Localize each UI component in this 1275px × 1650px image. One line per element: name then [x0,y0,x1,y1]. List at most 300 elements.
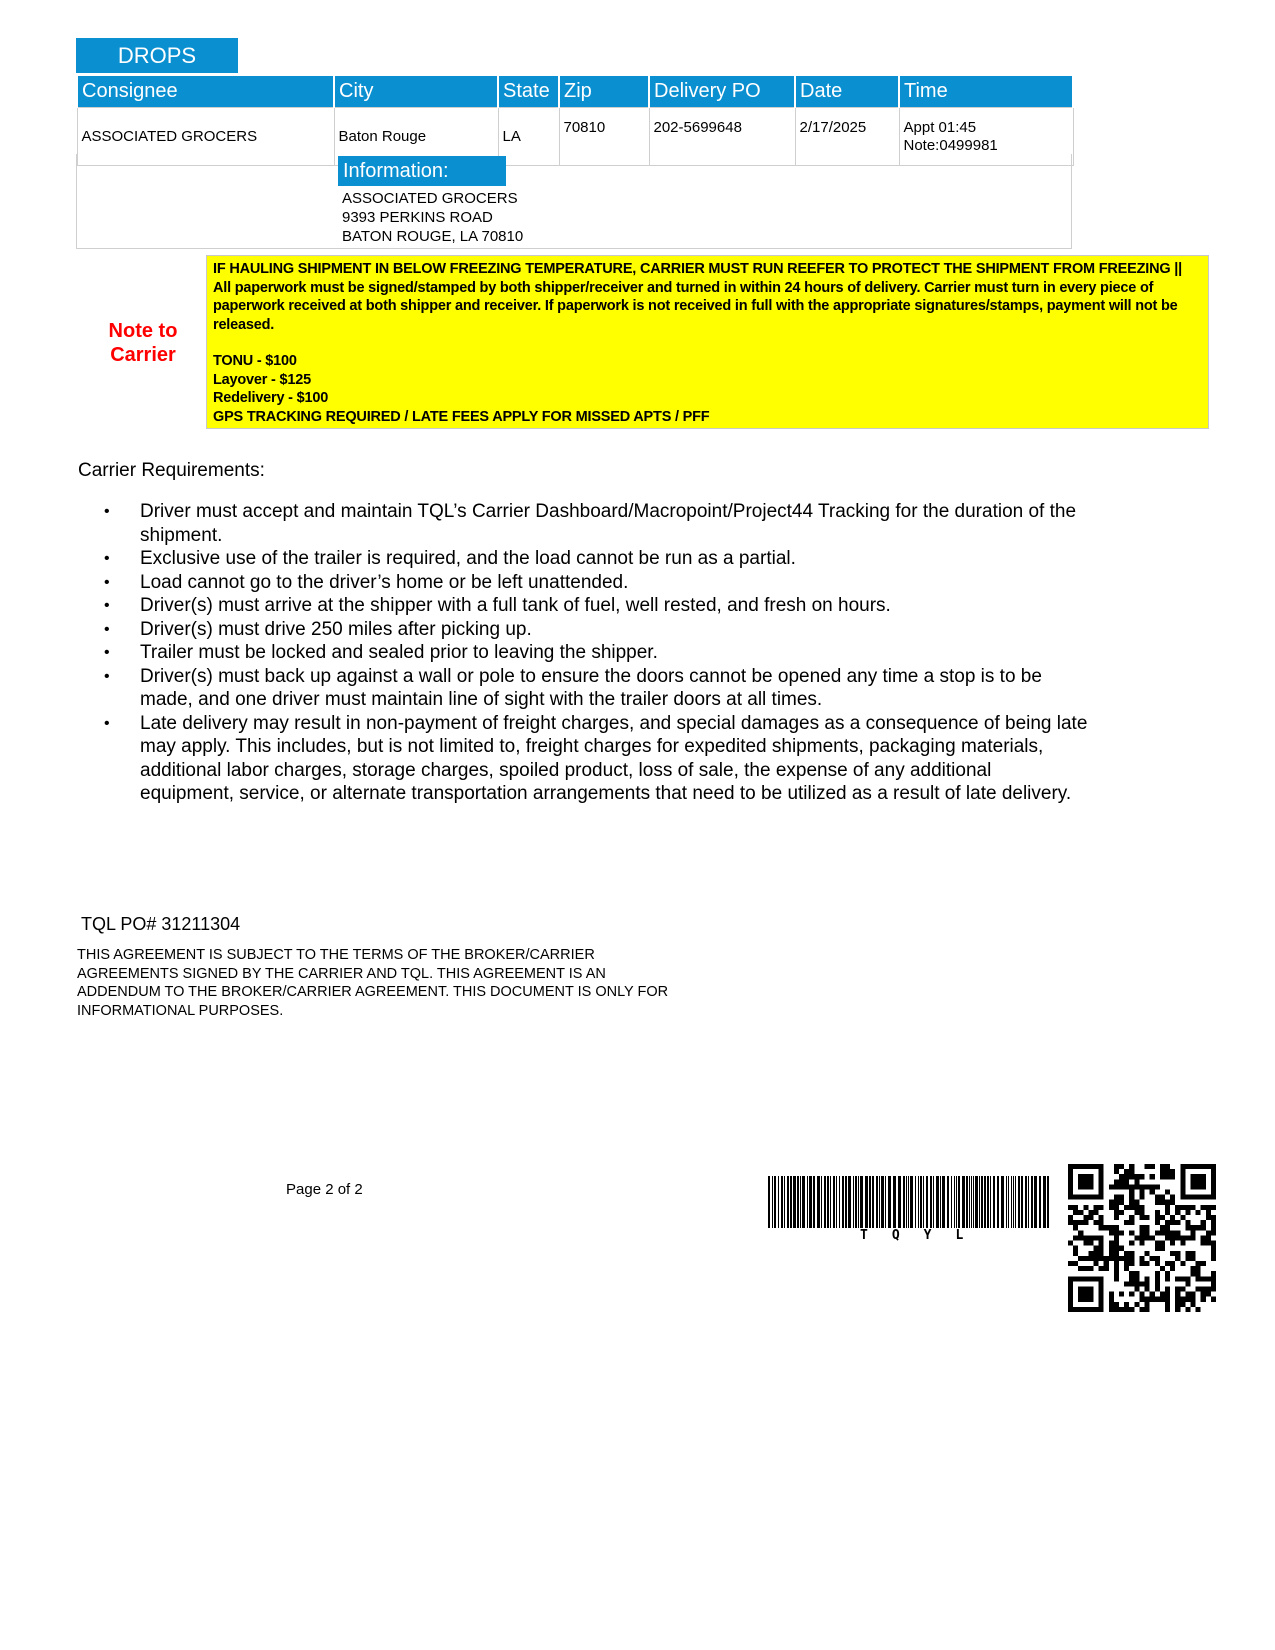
qr-module [1206,1286,1211,1291]
qr-module [1211,1297,1216,1302]
qr-module [1196,1266,1201,1271]
qr-module [1119,1256,1124,1261]
qr-module [1175,1251,1180,1256]
qr-module [1073,1251,1078,1256]
qr-module [1139,1281,1144,1286]
qr-module [1160,1230,1165,1235]
qr-module [1165,1302,1170,1307]
qr-module [1206,1292,1211,1297]
barcode-bar [966,1176,968,1228]
qr-module [1190,1230,1195,1235]
cell-date: 2/17/2025 [795,108,899,166]
cell-delivery-po: 202-5699648 [649,108,795,166]
barcode-bar [930,1176,932,1228]
qr-module [1211,1271,1216,1276]
qr-module [1211,1246,1216,1251]
qr-module [1211,1281,1216,1286]
qr-module [1160,1195,1165,1200]
qr-module [1109,1184,1114,1189]
qr-module [1201,1276,1206,1281]
agreement-line: INFORMATIONAL PURPOSES. [77,1002,284,1019]
qr-module [1206,1276,1211,1281]
qr-module [1139,1215,1144,1220]
qr-module [1114,1246,1119,1251]
qr-module [1114,1205,1119,1210]
qr-module [1088,1241,1093,1246]
barcode-bar [962,1176,965,1228]
barcode-bar [853,1176,854,1228]
barcode-bar [830,1176,831,1228]
qr-module [1185,1210,1190,1215]
cell-state: LA [498,108,559,166]
qr-module [1160,1164,1165,1169]
qr-module [1150,1235,1155,1240]
qr-module [1088,1215,1093,1220]
qr-module [1094,1251,1099,1256]
barcode-bar [981,1176,983,1228]
qr-module [1185,1251,1190,1256]
qr-module [1150,1164,1155,1169]
note-to-carrier-label [88,319,198,367]
qr-module [1155,1261,1160,1266]
qr-module [1175,1235,1180,1240]
qr-module [1160,1200,1165,1205]
barcode-bar [807,1176,808,1228]
qr-module [1124,1266,1129,1271]
info-line: ASSOCIATED GROCERS [342,190,518,207]
qr-module [1083,1256,1088,1261]
qr-module [1155,1256,1160,1261]
qr-module [1180,1302,1185,1307]
qr-module [1068,1205,1073,1210]
qr-module [1175,1256,1180,1261]
barcode-bar [858,1176,859,1228]
qr-module [1083,1205,1088,1210]
qr-module [1180,1276,1185,1281]
qr-module [1170,1220,1175,1225]
qr-module [1145,1297,1150,1302]
qr-module [1201,1261,1206,1266]
qr-module [1201,1286,1206,1291]
po-number: TQL PO# 31211304 [81,914,241,934]
qr-module [1190,1251,1195,1256]
qr-module [1150,1174,1155,1179]
qr-module [1104,1225,1109,1230]
qr-module [1175,1286,1180,1291]
qr-module [1124,1256,1129,1261]
barcode-text: TQYL [860,1228,988,1243]
qr-module [1180,1205,1185,1210]
qr-module [1088,1251,1093,1256]
qr-module [1155,1276,1160,1281]
qr-module [1185,1220,1190,1225]
qr-module [1114,1302,1119,1307]
qr-module [1129,1169,1134,1174]
qr-module [1119,1200,1124,1205]
qr-module [1139,1256,1144,1261]
barcode-bar [790,1176,792,1228]
qr-module [1129,1190,1134,1195]
qr-module [1201,1235,1206,1240]
barcode-bar [855,1176,857,1228]
barcode-bar [936,1176,939,1228]
qr-module [1170,1261,1175,1266]
list-item: • Driver(s) must back up against a wall or pole to ensure the doors cannot be opened any time a stop is to be made, and one driver must maintain line of sight with the trailer doors at all times. [100,665,1090,712]
qr-module [1190,1266,1195,1271]
carrier-requirements-title: Carrier Requirements: [78,460,265,481]
qr-module [1150,1256,1155,1261]
qr-module [1201,1241,1206,1246]
cell-zip: 70810 [559,108,649,166]
barcode-bar [842,1176,844,1228]
qr-module [1119,1164,1124,1169]
page-number: Page 2 of 2 [286,1181,363,1198]
qr-module [1109,1302,1114,1307]
qr-module [1073,1205,1078,1210]
qr-module [1155,1281,1160,1286]
qr-module [1109,1256,1114,1261]
col-header-zip: Zip [559,76,649,108]
barcode-bar [923,1176,924,1228]
qr-module [1145,1184,1150,1189]
qr-module [1134,1179,1139,1184]
note-paragraph: IF HAULING SHIPMENT IN BELOW FREEZING TEMPERATURE, CARRIER MUST RUN REEFER TO PROTECT THE SHIPMENT FROM FREEZING || All paperwork must be signed/stamped by both shipper/receiver and turned in within 24 hours of delivery. Carrier must turn in every piece of paperwork received at both shipper and receiver. If paperwork is not received in full with the appropriate signatures/stamps, payment will not be released. [213,261,1182,333]
qr-module [1129,1292,1134,1297]
info-line: 9393 PERKINS ROAD [342,209,493,226]
qr-module [1145,1235,1150,1240]
qr-module [1068,1220,1073,1225]
qr-module [1124,1307,1129,1312]
barcode-bar [990,1176,991,1228]
time-note: Note:0499981 [903,136,998,154]
qr-module [1114,1251,1119,1256]
qr-module [1165,1225,1170,1230]
qr-module [1165,1230,1170,1235]
qr-module [1124,1205,1129,1210]
qr-module [1165,1205,1170,1210]
barcode-bar [1034,1176,1037,1228]
drops-tab: DROPS [76,38,238,73]
qr-module [1180,1297,1185,1302]
barcode-bar [813,1176,815,1228]
qr-module [1119,1184,1124,1189]
col-header-state: State [498,76,559,108]
agreement-line: AGREEMENTS SIGNED BY THE CARRIER AND TQL. THIS AGREEMENT IS AN [77,965,606,982]
qr-module [1185,1307,1190,1312]
qr-module [1145,1281,1150,1286]
qr-module [1165,1307,1170,1312]
qr-module [1196,1210,1201,1215]
qr-module [1175,1205,1180,1210]
qr-module [1190,1302,1195,1307]
qr-module [1145,1302,1150,1307]
qr-module [1114,1225,1119,1230]
qr-module [1165,1190,1170,1195]
qr-module [1094,1256,1099,1261]
barcode-bar [918,1176,919,1228]
qr-module [1190,1174,1205,1189]
barcode-bar [860,1176,863,1228]
qr-module [1190,1205,1195,1210]
qr-module [1114,1261,1119,1266]
qr-module [1170,1266,1175,1271]
qr-module [1134,1281,1139,1286]
qr-module [1099,1205,1104,1210]
qr-module [1114,1215,1119,1220]
qr-module [1150,1292,1155,1297]
qr-module [1109,1200,1114,1205]
qr-module [1190,1297,1195,1302]
qr-module [1201,1220,1206,1225]
qr-module [1124,1169,1129,1174]
information-address [342,189,523,246]
qr-module [1099,1235,1104,1240]
barcode-bar [879,1176,880,1228]
qr-module [1094,1261,1099,1266]
qr-module [1190,1235,1195,1240]
barcode-bar [926,1176,928,1228]
col-header-time: Time [899,76,1073,108]
qr-module [1165,1286,1170,1291]
qr-module [1160,1297,1165,1302]
qr-module [1139,1230,1144,1235]
qr-module [1083,1235,1088,1240]
qr-module [1165,1220,1170,1225]
qr-module [1088,1235,1093,1240]
qr-module [1160,1225,1165,1230]
qr-module [1119,1246,1124,1251]
list-item: • Driver(s) must arrive at the shipper with a full tank of fuel, well rested, and fresh on hours. [100,594,1090,618]
qr-module [1155,1200,1160,1205]
barcode-bar [940,1176,941,1228]
information-box [76,154,1072,249]
qr-module [1165,1169,1170,1174]
barcode-bar [774,1176,776,1228]
barcode-bar [869,1176,871,1228]
qr-module [1155,1286,1160,1291]
qr-module [1083,1220,1088,1225]
qr-module [1175,1302,1180,1307]
qr-module [1206,1215,1211,1220]
qr-module [1114,1307,1119,1312]
barcode-bar [1006,1176,1007,1228]
barcode-bar [793,1176,796,1228]
qr-module [1145,1225,1150,1230]
qr-module [1160,1241,1165,1246]
qr-module [1073,1210,1078,1215]
qr-module [1078,1174,1093,1189]
qr-module [1099,1225,1104,1230]
qr-module [1165,1297,1170,1302]
qr-module [1114,1266,1119,1271]
barcode-bar [1028,1176,1029,1228]
qr-module [1145,1230,1150,1235]
qr-module [1211,1230,1216,1235]
qr-module [1114,1276,1119,1281]
qr-module [1165,1261,1170,1266]
qr-module [1073,1246,1078,1251]
list-item: • Trailer must be locked and sealed prior to leaving the shipper. [100,641,1090,665]
qr-module [1109,1246,1114,1251]
qr-module [1119,1179,1124,1184]
qr-module [1129,1200,1134,1205]
qr-module [1206,1241,1211,1246]
barcode-bar [956,1176,957,1228]
qr-module [1129,1164,1134,1169]
qr-module [1185,1276,1190,1281]
barcode-bar [951,1176,952,1228]
barcode-bar [1001,1176,1004,1228]
barcode-bar [1018,1176,1020,1228]
qr-module [1129,1220,1134,1225]
qr-module [1201,1205,1206,1210]
barcode-bar [1013,1176,1014,1228]
qr-module [1211,1215,1216,1220]
qr-module [1114,1179,1119,1184]
qr-module [1129,1230,1134,1235]
qr-module [1170,1251,1175,1256]
qr-module [1196,1261,1201,1266]
qr-module [1170,1174,1175,1179]
qr-module [1165,1276,1170,1281]
qr-module [1139,1190,1144,1195]
barcode-bar [848,1176,851,1228]
barcode-bar [1039,1176,1041,1228]
barcode-bar [797,1176,799,1228]
qr-module [1099,1246,1104,1251]
qr-module [1078,1266,1083,1271]
list-item: • Driver(s) must drive 250 miles after picking up. [100,618,1090,642]
barcode-bar [817,1176,820,1228]
barcode-bar [987,1176,989,1228]
information-label: Information: [338,156,506,186]
qr-module [1078,1235,1083,1240]
barcode-bar [993,1176,995,1228]
qr-module [1078,1210,1083,1215]
barcode-bar [781,1176,783,1228]
agreement-line: THIS AGREEMENT IS SUBJECT TO THE TERMS OF THE BROKER/CARRIER [77,947,595,963]
qr-module [1165,1292,1170,1297]
drops-table-header-row [77,76,1073,108]
qr-module [1160,1215,1165,1220]
barcode-bar [872,1176,874,1228]
barcode-bar [800,1176,801,1228]
qr-module [1099,1215,1104,1220]
qr-module [1109,1307,1114,1312]
qr-module [1211,1220,1216,1225]
qr-module [1114,1241,1119,1246]
qr-module [1134,1271,1139,1276]
qr-module [1083,1266,1088,1271]
qr-module [1114,1230,1119,1235]
qr-module [1068,1241,1073,1246]
qr-module [1134,1276,1139,1281]
qr-module [1099,1256,1104,1261]
qr-module [1124,1251,1129,1256]
barcode-bar [833,1176,835,1228]
qr-module [1160,1174,1165,1179]
note-fee: Redelivery - $100 [213,390,329,406]
qr-module [1196,1286,1201,1291]
qr-module [1211,1205,1216,1210]
qr-module [1180,1261,1185,1266]
qr-module [1206,1205,1211,1210]
qr-module [1129,1271,1134,1276]
agreement-text [77,946,777,1020]
qr-module [1180,1286,1185,1291]
barcode-bar [942,1176,945,1228]
barcode-bar [1021,1176,1023,1228]
qr-module [1180,1241,1185,1246]
qr-module [1094,1220,1099,1225]
barcode-bar [865,1176,868,1228]
barcode-bar [1011,1176,1012,1228]
qr-module [1124,1179,1129,1184]
note-fee: GPS TRACKING REQUIRED / LATE FEES APPLY FOR MISSED APTS / PFF [213,408,710,425]
barcode-bar [821,1176,822,1228]
qr-module [1155,1195,1160,1200]
qr-module [1201,1225,1206,1230]
barcode-bar [888,1176,891,1228]
qr-module [1160,1266,1165,1271]
qr-module [1185,1292,1190,1297]
qr-module [1104,1261,1109,1266]
qr-module [1196,1307,1201,1312]
barcode-bar [979,1176,980,1228]
qr-module [1134,1235,1139,1240]
barcode-bar [984,1176,986,1228]
note-fee: Layover - $125 [213,371,311,388]
qr-module [1129,1184,1134,1189]
cell-consignee: ASSOCIATED GROCERS [77,108,334,166]
qr-module [1145,1307,1150,1312]
qr-module [1175,1230,1180,1235]
qr-module [1201,1292,1206,1297]
qr-module [1155,1297,1160,1302]
qr-module [1124,1220,1129,1225]
qr-module [1145,1215,1150,1220]
qr-module [1068,1261,1073,1266]
qr-module [1185,1235,1190,1240]
qr-module [1119,1307,1124,1312]
agreement-line: ADDENDUM TO THE BROKER/CARRIER AGREEMENT. THIS DOCUMENT IS ONLY FOR [77,984,669,1000]
qr-module [1155,1210,1160,1215]
qr-module [1073,1261,1078,1266]
qr-module [1165,1174,1170,1179]
info-line: BATON ROUGE, LA 70810 [342,228,524,245]
barcode-bar [768,1176,770,1228]
qr-module [1124,1174,1129,1179]
qr-module [1094,1205,1099,1210]
carrier-requirements-list [100,500,1090,806]
qr-module [1088,1256,1093,1261]
qr-module [1114,1169,1119,1174]
qr-module [1145,1261,1150,1266]
qr-module [1139,1292,1144,1297]
barcode-bar [1008,1176,1009,1228]
barcode-bar [778,1176,779,1228]
qr-module [1109,1205,1114,1210]
qr-module [1185,1205,1190,1210]
qr-module [1129,1174,1134,1179]
qr-module [1190,1256,1195,1261]
barcode-bar [772,1176,773,1228]
qr-module [1068,1215,1073,1220]
qr-module [1139,1297,1144,1302]
qr-module [1078,1286,1093,1301]
qr-module [1139,1184,1144,1189]
barcode-bar [885,1176,886,1228]
